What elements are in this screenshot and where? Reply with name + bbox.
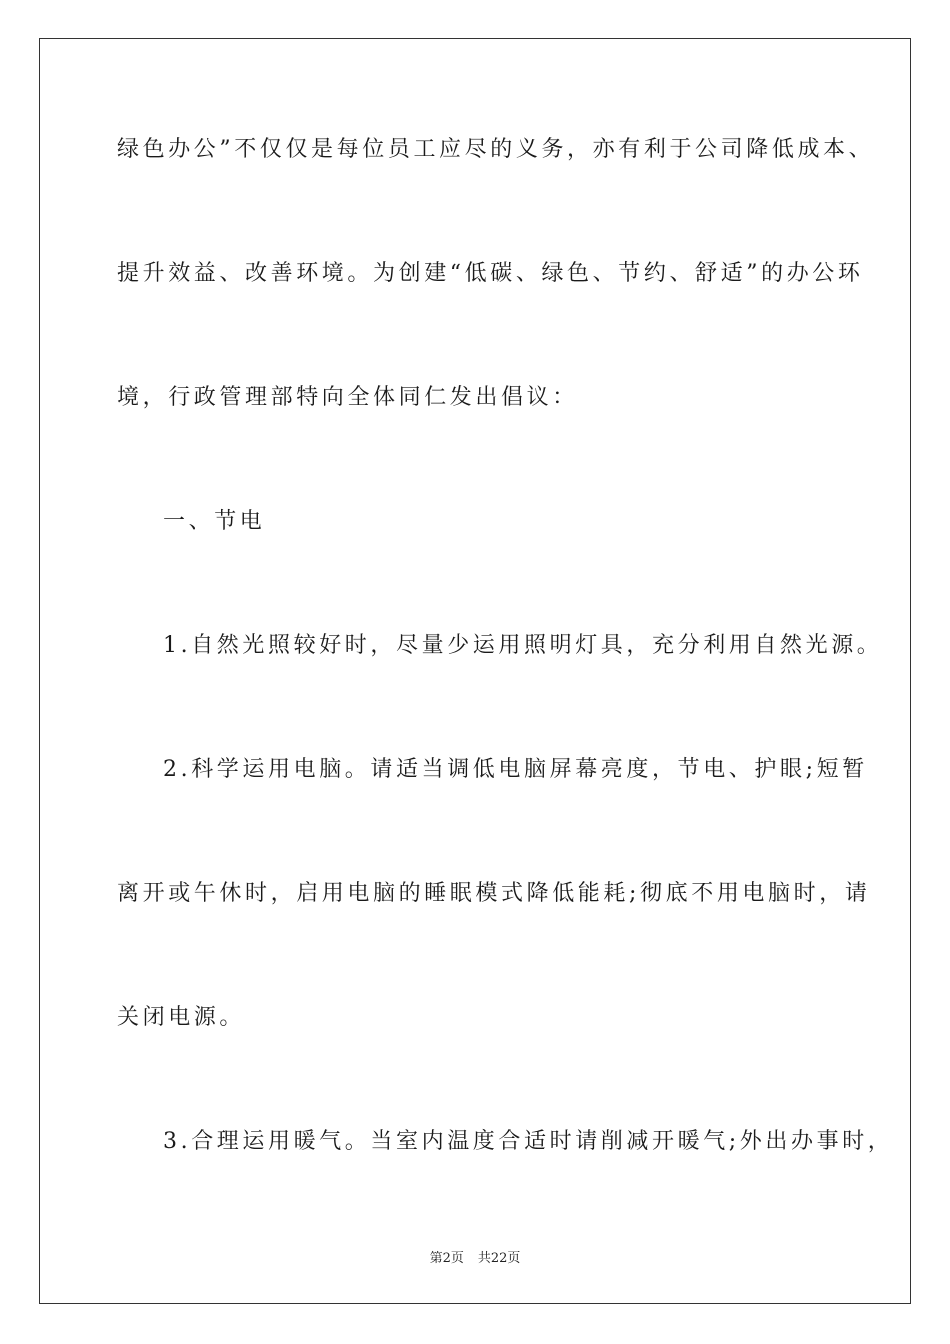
body-line-item-1: 1.自然光照较好时，尽量少运用照明灯具，充分利用自然光源。 [163,633,883,658]
page-frame [39,38,911,1304]
body-line-item-2-end: 关闭电源。 [117,1005,246,1030]
body-line-item-2: 2.科学运用电脑。请适当调低电脑屏幕亮度，节电、护眼;短暂 [163,757,868,782]
body-line-item-3: 3.合理运用暖气。当室内温度合适时请削减开暖气;外出办事时， [163,1129,894,1154]
page-number: 第2页 [429,1251,464,1266]
body-line-2: 提升效益、改善环境。为创建“低碳、绿色、节约、舒适”的办公环 [117,261,864,286]
body-line-1: 绿色办公”不仅仅是每位员工应尽的义务，亦有利于公司降低成本、 [117,137,875,162]
page-footer [0,1247,950,1266]
section-heading-power-saving: 一、节电 [163,509,266,534]
body-line-3: 境，行政管理部特向全体同仁发出倡议： [117,385,578,410]
body-line-item-2-cont: 离开或午休时，启用电脑的睡眠模式降低能耗;彻底不用电脑时，请 [117,881,871,906]
page-total: 共22页 [477,1251,521,1266]
